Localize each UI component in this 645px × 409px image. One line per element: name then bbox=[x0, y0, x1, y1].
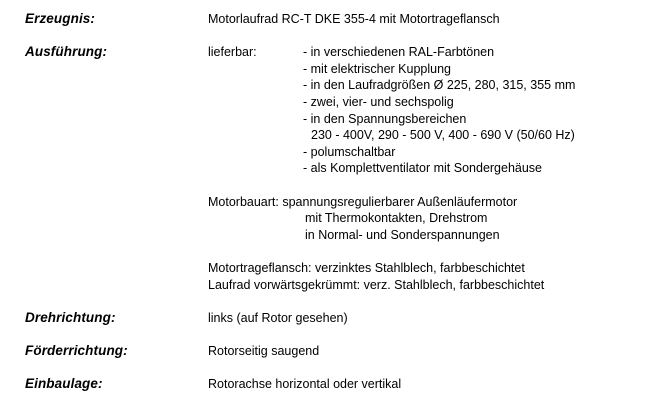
row-ausfuehrung bbox=[25, 44, 635, 293]
lieferbar-block bbox=[208, 44, 635, 177]
list-item: - als Komplettventilator mit Sondergehäuse bbox=[303, 161, 543, 176]
list-item: - zwei, vier- und sechspolig bbox=[303, 94, 454, 109]
ausfuehrung-label: Ausführung: bbox=[25, 44, 108, 60]
foerderrichtung-value: Rotorseitig saugend bbox=[208, 343, 320, 358]
motorbauart-line-1: Motorbauart: spannungsregulierbarer Außenläufermotor bbox=[208, 194, 518, 209]
erzeugnis-label: Erzeugnis: bbox=[25, 11, 96, 26]
row-erzeugnis bbox=[25, 11, 635, 28]
lieferbar-label: lieferbar: bbox=[208, 45, 257, 60]
list-item-continuation: 230 - 400V, 290 - 500 V, 400 - 690 V (50/60 Hz) bbox=[311, 128, 575, 143]
spacer bbox=[25, 359, 635, 376]
material-paragraph bbox=[208, 260, 635, 293]
drehrichtung-value: links (auf Rotor gesehen) bbox=[208, 310, 348, 325]
material-line-1: Motortrageflansch: verzinktes Stahlblech, farbbeschichtet bbox=[208, 260, 525, 275]
row-foerderrichtung bbox=[25, 343, 635, 360]
einbaulage-value: Rotorachse horizontal oder vertikal bbox=[208, 377, 402, 392]
motorbauart-line-2: mit Thermokontakten, Drehstrom bbox=[305, 211, 488, 226]
list-item: - mit elektrischer Kupplung bbox=[303, 61, 451, 76]
list-item: - in verschiedenen RAL-Farbtönen bbox=[303, 45, 495, 60]
spacer bbox=[25, 293, 635, 310]
spacer bbox=[208, 177, 635, 194]
motorbauart-paragraph bbox=[208, 194, 635, 244]
spacer bbox=[25, 326, 635, 343]
foerderrichtung-label: Förderrichtung: bbox=[25, 342, 128, 358]
erzeugnis-value: Motorlaufrad RC-T DKE 355-4 mit Motortrageflansch bbox=[208, 12, 500, 26]
row-drehrichtung bbox=[25, 310, 635, 327]
motorbauart-line-3: in Normal- und Sonderspannungen bbox=[305, 227, 500, 242]
spacer bbox=[208, 243, 635, 260]
list-item: - polumschaltbar bbox=[303, 144, 396, 159]
lieferbar-list bbox=[303, 44, 635, 177]
einbaulage-label: Einbaulage: bbox=[25, 376, 103, 392]
ausfuehrung-content bbox=[208, 44, 635, 293]
list-item: - in den Spannungsbereichen bbox=[303, 111, 467, 126]
row-einbaulage bbox=[25, 376, 635, 393]
spacer bbox=[25, 28, 635, 45]
list-item: - in den Laufradgrößen Ø 225, 280, 315, 355 mm bbox=[303, 78, 576, 93]
material-line-2: Laufrad vorwärtsgekrümmt: verz. Stahlblech, farbbeschichtet bbox=[208, 277, 545, 292]
drehrichtung-label: Drehrichtung: bbox=[25, 309, 116, 325]
